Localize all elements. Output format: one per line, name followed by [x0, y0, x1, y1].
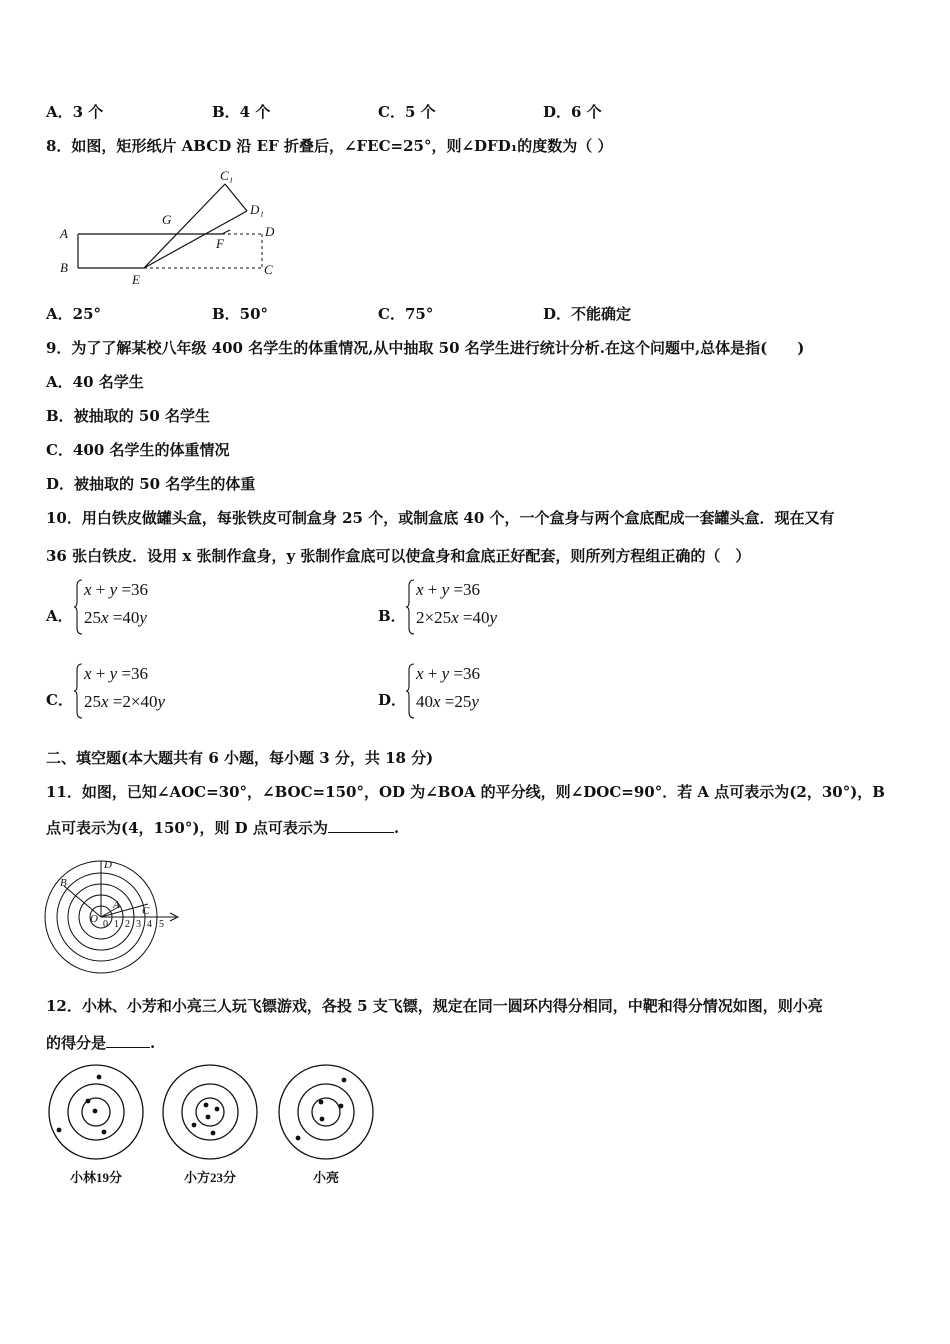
q11-label-a: A — [113, 899, 120, 911]
q11-label-o: O — [90, 913, 98, 925]
q11-label-c: C — [142, 905, 150, 917]
q10-option-b-eq1: x + y =36 — [416, 580, 481, 599]
q8-stem: 8．如图，矩形纸片 ABCD 沿 EF 折叠后，∠FEC=25°，则∠DFD₁的度数为（ ） — [46, 137, 613, 155]
q9-option-c: C．400 名学生的体重情况 — [46, 441, 230, 459]
q10-option-a-system — [74, 578, 274, 636]
q8-label-c1: C₁ — [220, 168, 234, 183]
q8-option-c: C．75° — [378, 305, 434, 323]
q10-stem-line1: 10．用白铁皮做罐头盒，每张铁皮可制盒身 25 个，或制盒底 40 个，一个盒身与两个盒底配成一套罐头盒．现在又有 — [46, 509, 835, 527]
q8-label-e: E — [132, 272, 140, 287]
q11-tick-0: 0 — [103, 919, 108, 930]
q11-stem-text: 点可表示为(4，150°)，则 D 点可表示为 — [46, 819, 328, 837]
q9-option-d: D．被抽取的 50 名学生的体重 — [46, 475, 256, 493]
q7-option-a: A．3 个 — [46, 103, 104, 121]
q9-option-b: B．被抽取的 50 名学生 — [46, 407, 210, 425]
q10-option-a-label: A． — [46, 607, 73, 625]
q12-caption-xiaoliang: 小亮 — [312, 1170, 340, 1185]
q8-option-d: D．不能确定 — [543, 305, 632, 323]
q12-answer-blank[interactable] — [106, 1033, 150, 1048]
q12-target-xiaolin — [42, 1064, 150, 1188]
q12-stem-line1: 12．小林、小芳和小亮三人玩飞镖游戏，各投 5 支飞镖，规定在同一圆环内得分相同，中靶和得分情况如图，则小亮 — [46, 997, 823, 1015]
q10-stem-line2: 36 张白铁皮．设用 x 张制作盒身，y 张制作盒底可以使盒身和盒底正好配套，则所列方程组正确的（ ） — [46, 547, 751, 565]
q12-stem-text: 的得分是 — [46, 1034, 107, 1052]
q8-label-c: C — [264, 262, 273, 277]
q12-stem-end: . — [150, 1034, 156, 1052]
q8-option-a: A．25° — [46, 305, 102, 323]
q10-option-a-eq2: 25x =40y — [84, 608, 147, 627]
q11-label-d: D — [104, 859, 112, 871]
q11-tick-2: 2 — [125, 919, 130, 930]
q10-option-a-eq1: x + y =36 — [84, 580, 149, 599]
section-2-heading: 二、填空题(本大题共有 6 小题，每小题 3 分，共 18 分) — [46, 749, 434, 767]
q8-label-f: F — [216, 236, 224, 251]
q10-option-b-label: B． — [378, 607, 406, 625]
q8-label-g: G — [162, 212, 172, 227]
q11-polar-figure — [40, 856, 190, 978]
q10-option-c-system — [74, 662, 274, 720]
q7-option-d: D．6 个 — [543, 103, 602, 121]
q9-stem: 9．为了了解某校八年级 400 名学生的体重情况,从中抽取 50 名学生进行统计分析.在这个问题中,总体是指( ) — [46, 339, 805, 357]
q7-option-b: B．4 个 — [212, 103, 271, 121]
q10-option-b-eq2: 2×25x =40y — [416, 608, 498, 627]
q10-option-d-eq1: x + y =36 — [416, 664, 481, 683]
q10-option-d-system — [406, 662, 606, 720]
q12-stem-line2 — [46, 1033, 155, 1053]
q12-caption-xiaolin: 小林19分 — [69, 1170, 123, 1185]
q11-answer-blank[interactable] — [328, 818, 394, 833]
q11-tick-3: 3 — [136, 919, 141, 930]
q10-option-c-eq1: x + y =36 — [84, 664, 149, 683]
brace-icon — [406, 662, 416, 720]
q12-caption-xiaofang: 小方23分 — [183, 1170, 237, 1185]
q10-option-b-system — [406, 578, 606, 636]
q7-option-c: C．5 个 — [378, 103, 436, 121]
q10-option-c-eq2: 25x =2×40y — [84, 692, 166, 711]
q11-tick-4: 4 — [147, 919, 152, 930]
q11-tick-5: 5 — [159, 919, 164, 930]
q8-label-d: D — [265, 224, 275, 239]
q8-label-b: B — [60, 260, 68, 275]
q9-option-a: A．40 名学生 — [46, 373, 144, 391]
q12-target-xiaoliang — [272, 1064, 380, 1188]
q8-fold-figure — [52, 164, 292, 288]
q11-stem-line1: 11．如图，已知∠AOC=30°，∠BOC=150°，OD 为∠BOA 的平分线，则∠DOC=90°．若 A 点可表示为(2，30°)，B — [46, 783, 885, 801]
q10-option-c-label: C． — [46, 691, 73, 709]
q10-option-d-eq2: 40x =25y — [416, 692, 479, 711]
brace-icon — [406, 578, 416, 636]
q12-target-xiaofang — [156, 1064, 264, 1188]
q8-option-b: B．50° — [212, 305, 269, 323]
q10-option-d-label: D． — [378, 691, 407, 709]
q11-label-b: B — [60, 877, 67, 889]
q11-stem-end: . — [393, 819, 400, 837]
brace-icon — [74, 662, 84, 720]
q11-tick-1: 1 — [114, 919, 119, 930]
q8-label-a: A — [60, 226, 68, 241]
brace-icon — [74, 578, 84, 636]
q8-label-d1: D₁ — [250, 202, 264, 217]
q11-stem-line2 — [46, 818, 399, 838]
